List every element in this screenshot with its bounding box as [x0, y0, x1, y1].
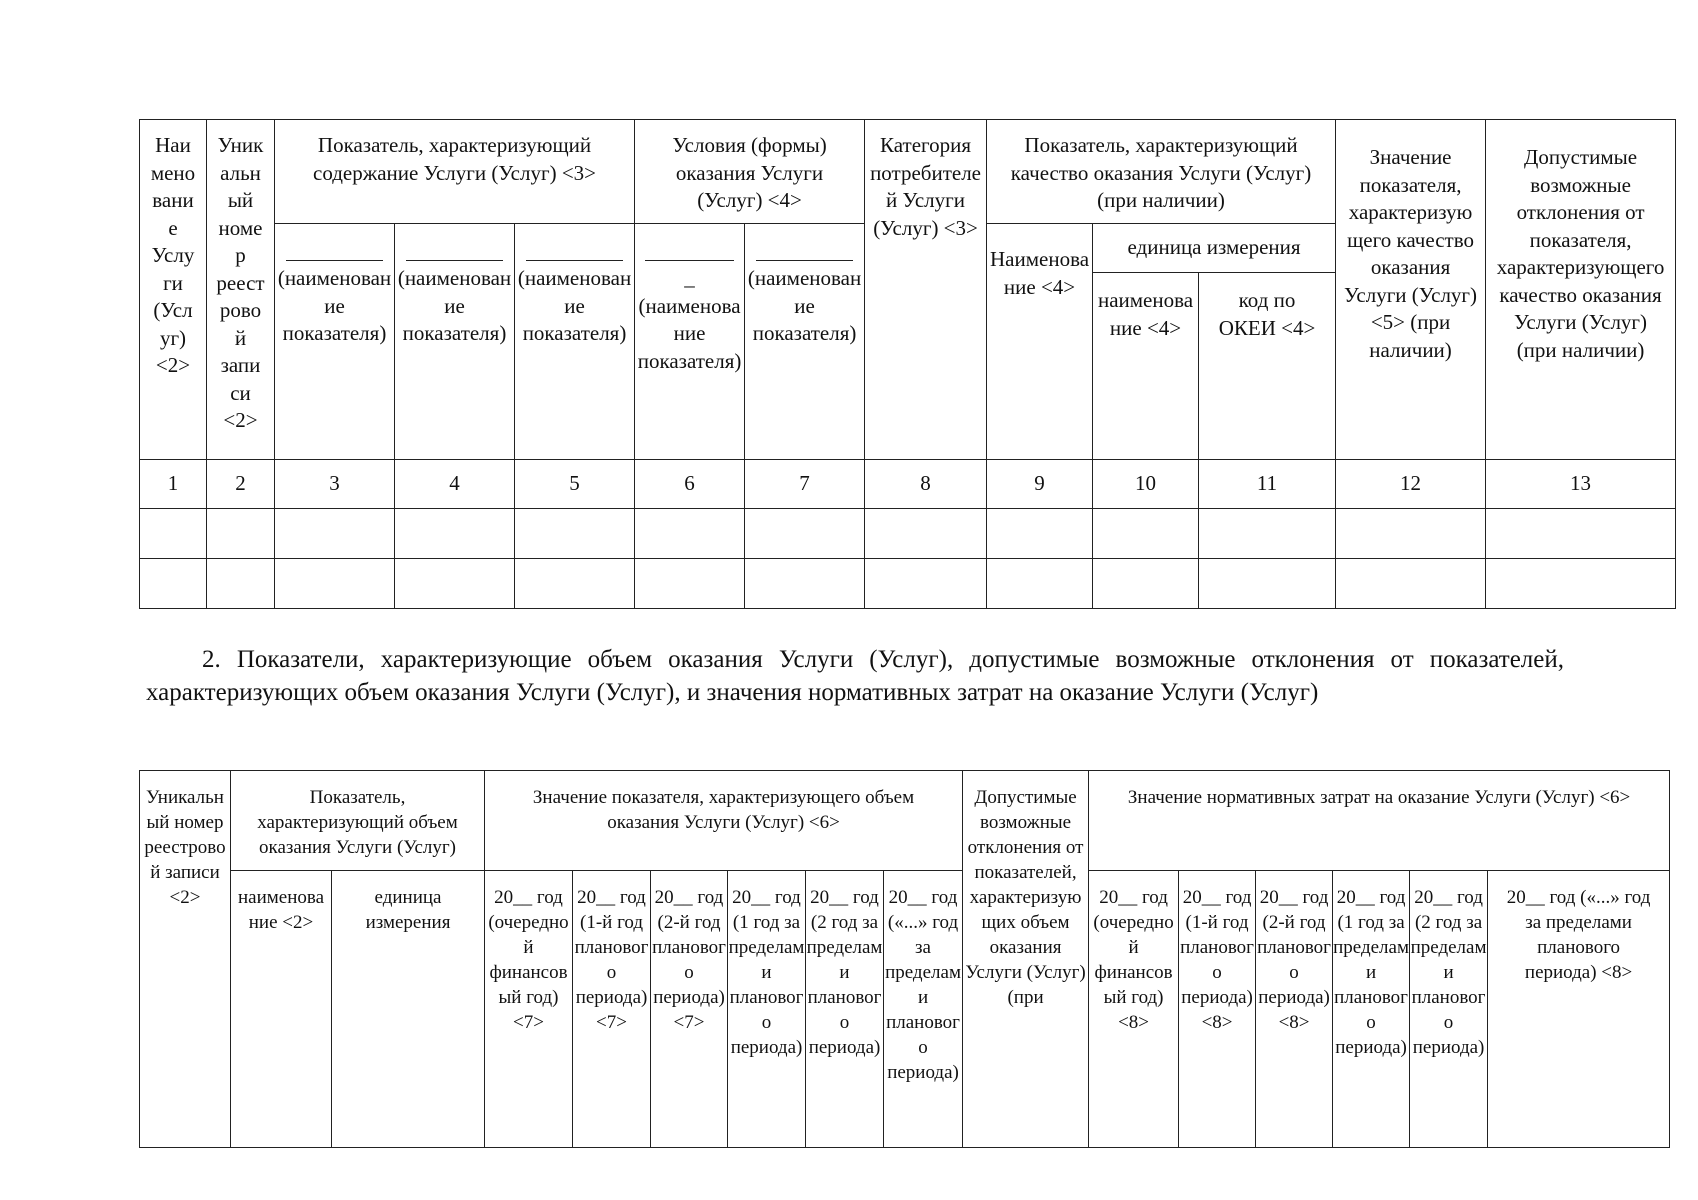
header-cost-year-2: 20__ год (1-й год планового периода) <8>	[1179, 871, 1256, 1148]
empty-cell	[1093, 559, 1199, 609]
header-volume-value: Значение показателя, характеризующего объем оказания Услуги (Услуг) <6>	[485, 771, 963, 871]
column-number-cell: 10	[1093, 460, 1199, 509]
header-volume-year-5: 20__ год (2 год за пределами планового периода)	[806, 871, 884, 1148]
blank-line	[645, 260, 734, 261]
header-indicator-unit: единица измерения	[332, 871, 485, 1148]
empty-cell	[1486, 509, 1676, 559]
header-volume-indicator: Показатель, характеризующий объем оказания Услуги (Услуг)	[231, 771, 485, 871]
column-number-cell: 13	[1486, 460, 1676, 509]
empty-cell	[1093, 509, 1199, 559]
header-content-sub-3: (наименование показателя)	[515, 224, 635, 460]
header-volume-year-2: 20__ год (1-й год планового периода) <7>	[573, 871, 651, 1148]
empty-cell	[635, 559, 745, 609]
empty-cell	[207, 559, 275, 609]
header-normative-costs: Значение нормативных затрат на оказание Услуги (Услуг) <6>	[1089, 771, 1670, 871]
empty-cell	[275, 559, 395, 609]
column-number-cell: 2	[207, 460, 275, 509]
header-unit-okei: код по ОКЕИ <4>	[1199, 273, 1336, 460]
column-number-cell: 4	[395, 460, 515, 509]
empty-cell	[745, 509, 865, 559]
header-unique-registry-number: Уникальный номер реестровой записи <2>	[140, 771, 231, 1148]
empty-cell	[1486, 559, 1676, 609]
empty-cell	[1199, 559, 1336, 609]
column-number-cell: 5	[515, 460, 635, 509]
empty-cell	[395, 509, 515, 559]
column-number-cell: 8	[865, 460, 987, 509]
section-2-heading: 2. Показатели, характеризующие объем оказания Услуги (Услуг), допустимые возможные отклонения от показателей, характеризующих объем оказания Услуги (Услуг), и значения нормативных затрат на оказание Услуги (Услуг)	[146, 646, 1564, 706]
blank-line	[406, 260, 504, 261]
empty-cell	[207, 509, 275, 559]
column-number-cell: 1	[140, 460, 207, 509]
empty-cell	[865, 509, 987, 559]
header-service-name-text: Наи мено вани е Услу ги (Усл уг) <2>	[150, 133, 196, 377]
empty-cell	[140, 559, 207, 609]
empty-cell	[987, 559, 1093, 609]
empty-cell	[1199, 509, 1336, 559]
header-volume-year-3: 20__ год (2-й год планового периода) <7>	[651, 871, 728, 1148]
header-content-sub-2: (наименование показателя)	[395, 224, 515, 460]
table-row	[140, 509, 1676, 559]
header-allowed-deviation: Допустимые возможные отклонения от показателя, характеризующего качество оказания Услуги (Услуг) (при наличии)	[1486, 120, 1676, 460]
header-volume-year-1: 20__ год (очередной финансовый год) <7>	[485, 871, 573, 1148]
blank-line	[286, 260, 384, 261]
header-volume-year-4: 20__ год (1 год за пределами планового периода)	[728, 871, 806, 1148]
quality-indicators-table	[139, 119, 1676, 609]
header-cost-year-5: 20__ год (2 год за пределами планового периода)	[1410, 871, 1488, 1148]
empty-cell	[395, 559, 515, 609]
empty-cell	[515, 559, 635, 609]
empty-cell	[515, 509, 635, 559]
column-number-cell: 12	[1336, 460, 1486, 509]
table-row	[140, 559, 1676, 609]
header-conditions: Условия (формы) оказания Услуги (Услуг) <4>	[635, 120, 865, 224]
header-unique-number	[207, 120, 275, 460]
header-unit-name: наименование <4>	[1093, 273, 1199, 460]
header-conditions-sub-2: (наименование показателя)	[745, 224, 865, 460]
column-number-cell: 9	[987, 460, 1093, 509]
header-cost-year-4: 20__ год (1 год за пределами планового периода)	[1333, 871, 1410, 1148]
header-unique-number-text: Уник альн ый номе р реест рово й запи си <2>	[216, 133, 265, 432]
header-service-name	[140, 120, 207, 460]
empty-cell	[865, 559, 987, 609]
header-unit-group: единица измерения	[1093, 224, 1336, 273]
header-indicator-name: наименование <2>	[231, 871, 332, 1148]
header-quality-name: Наименование <4>	[987, 224, 1093, 460]
header-cost-year-6: 20__ год («...» год за пределами планового периода) <8>	[1488, 871, 1670, 1148]
header-cost-year-1: 20__ год (очередной финансовый год) <8>	[1089, 871, 1179, 1148]
empty-cell	[1336, 559, 1486, 609]
empty-cell	[635, 509, 745, 559]
header-volume-year-6: 20__ год («...» год за пределами планового периода)	[884, 871, 963, 1148]
empty-cell	[140, 509, 207, 559]
empty-cell	[987, 509, 1093, 559]
blank-line	[526, 260, 624, 261]
header-quality-indicator: Показатель, характеризующий качество оказания Услуги (Услуг) (при наличии)	[987, 120, 1336, 224]
column-number-cell: 6	[635, 460, 745, 509]
header-content-indicator: Показатель, характеризующий содержание Услуги (Услуг) <3>	[275, 120, 635, 224]
blank-line	[756, 260, 854, 261]
column-number-cell: 3	[275, 460, 395, 509]
column-number-cell: 11	[1199, 460, 1336, 509]
empty-cell	[275, 509, 395, 559]
header-volume-deviation: Допустимые возможные отклонения от показателей, характеризующих объем оказания Услуги (Услуг) (при	[963, 771, 1089, 1148]
column-number-cell: 7	[745, 460, 865, 509]
empty-cell	[1336, 509, 1486, 559]
header-cost-year-3: 20__ год (2-й год планового периода) <8>	[1256, 871, 1333, 1148]
header-consumer-category: Категория потребителей Услуги (Услуг) <3>	[865, 120, 987, 460]
header-content-sub-1: (наименование показателя)	[275, 224, 395, 460]
volume-indicators-table	[139, 770, 1670, 1148]
empty-cell	[745, 559, 865, 609]
header-quality-value: Значение показателя, характеризующего качество оказания Услуги (Услуг) <5> (при наличии)	[1336, 120, 1486, 460]
header-conditions-sub-1: _ (наименование показателя)	[635, 224, 745, 460]
